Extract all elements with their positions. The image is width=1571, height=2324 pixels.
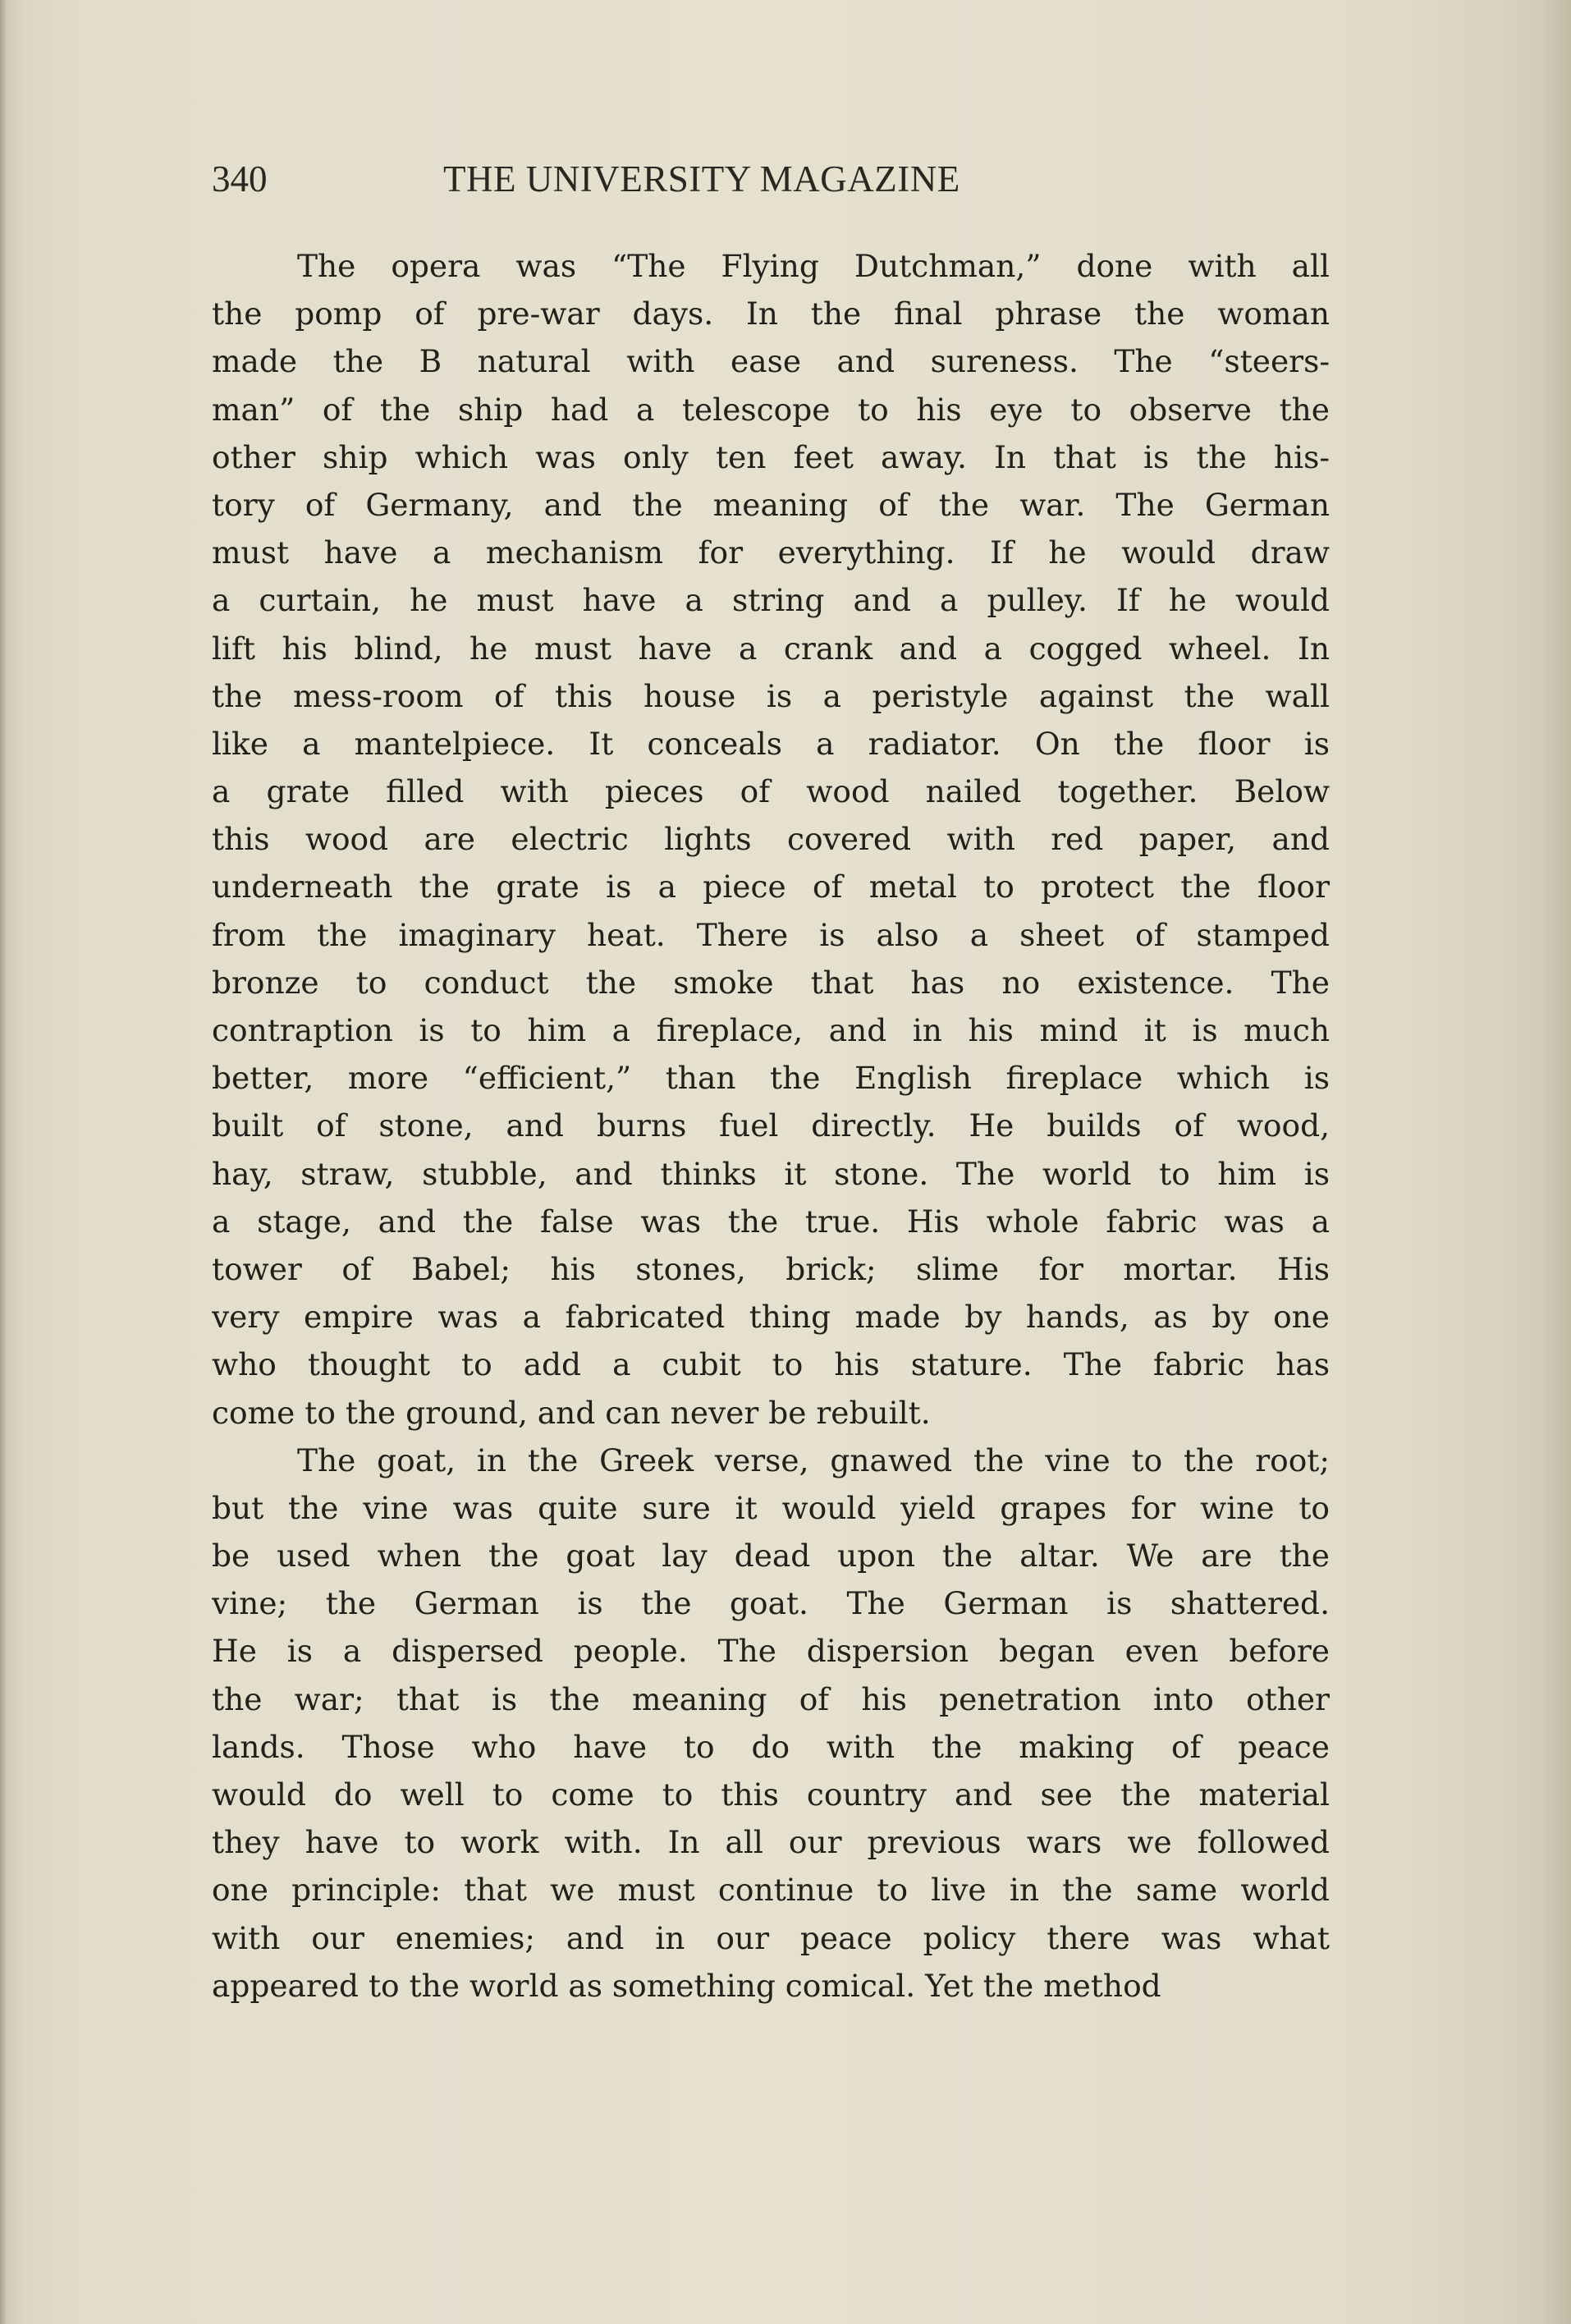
body-text: [212, 242, 1330, 2010]
text-line: the pomp of pre-war days. In the final phrase the woman: [212, 296, 1330, 332]
text-line: built of stone, and burns fuel directly. He builds of wood,: [212, 1107, 1330, 1144]
running-head: [212, 150, 1330, 208]
text-line: appeared to the world as something comical. Yet the method: [212, 1967, 1161, 2004]
text-line: tory of Germany, and the meaning of the war. The German: [212, 486, 1330, 523]
text-line: better, more “efficient,” than the English fireplace which is: [212, 1060, 1330, 1097]
text-line: a grate filled with pieces of wood nailed together. Below: [212, 773, 1330, 810]
text-line: very empire was a fabricated thing made by hands, as by one: [212, 1299, 1330, 1336]
paragraph: [212, 1437, 1330, 2010]
text-line: must have a mechanism for everything. If he would draw: [212, 534, 1330, 571]
text-line: a stage, and the false was the true. His whole fabric was a: [212, 1203, 1330, 1240]
text-line: they have to work with. In all our previous wars we followed: [212, 1824, 1330, 1861]
text-line: The opera was “The Flying Dutchman,” done with all: [297, 248, 1330, 284]
text-line: made the B natural with ease and sureness. The “steers-: [212, 343, 1330, 380]
text-line: the war; that is the meaning of his penetration into other: [212, 1680, 1330, 1717]
text-line: but the vine was quite sure it would yield grapes for wine to: [212, 1489, 1330, 1526]
text-line: the mess-room of this house is a peristyle against the wall: [212, 677, 1330, 714]
text-line: hay, straw, stubble, and thinks it stone. The world to him is: [212, 1155, 1330, 1192]
text-line: one principle: that we must continue to live in the same world: [212, 1872, 1330, 1909]
text-line: He is a dispersed people. The dispersion began even before: [212, 1633, 1330, 1670]
text-line: from the imaginary heat. There is also a sheet of stamped: [212, 916, 1330, 953]
running-title: THE UNIVERSITY MAGAZINE: [443, 158, 960, 199]
text-line: come to the ground, and can never be rebuilt.: [212, 1394, 931, 1431]
text-line: like a mantelpiece. It conceals a radiator. On the floor is: [212, 725, 1330, 762]
text-line: tower of Babel; his stones, brick; slime for mortar. His: [212, 1250, 1330, 1287]
text-line: a curtain, he must have a string and a pulley. If he would: [212, 582, 1330, 619]
text-line: man” of the ship had a telescope to his eye to observe the: [212, 391, 1330, 428]
page-number: 340: [212, 158, 268, 199]
text-line: contraption is to him a fireplace, and in his mind it is much: [212, 1012, 1330, 1048]
edge-shadow: [1538, 0, 1571, 2324]
text-line: this wood are electric lights covered with red paper, and: [212, 821, 1330, 858]
text-line: lands. Those who have to do with the making of peace: [212, 1728, 1330, 1765]
text-line: The goat, in the Greek verse, gnawed the vine to the root;: [297, 1442, 1330, 1478]
gutter-shadow: [0, 0, 7, 2324]
text-line: vine; the German is the goat. The German is shattered.: [212, 1585, 1330, 1622]
text-line: who thought to add a cubit to his stature. The fabric has: [212, 1346, 1330, 1383]
text-line: with our enemies; and in our peace policy there was what: [212, 1919, 1330, 1956]
text-line: other ship which was only ten feet away. In that is the his-: [212, 438, 1330, 475]
text-line: underneath the grate is a piece of metal to protect the floor: [212, 869, 1330, 905]
text-line: be used when the goat lay dead upon the altar. We are the: [212, 1538, 1330, 1575]
text-line: lift his blind, he must have a crank and a cogged wheel. In: [212, 630, 1330, 667]
text-line: bronze to conduct the smoke that has no existence. The: [212, 964, 1330, 1001]
paragraph: [212, 242, 1330, 1437]
text-line: would do well to come to this country and see the material: [212, 1776, 1330, 1813]
